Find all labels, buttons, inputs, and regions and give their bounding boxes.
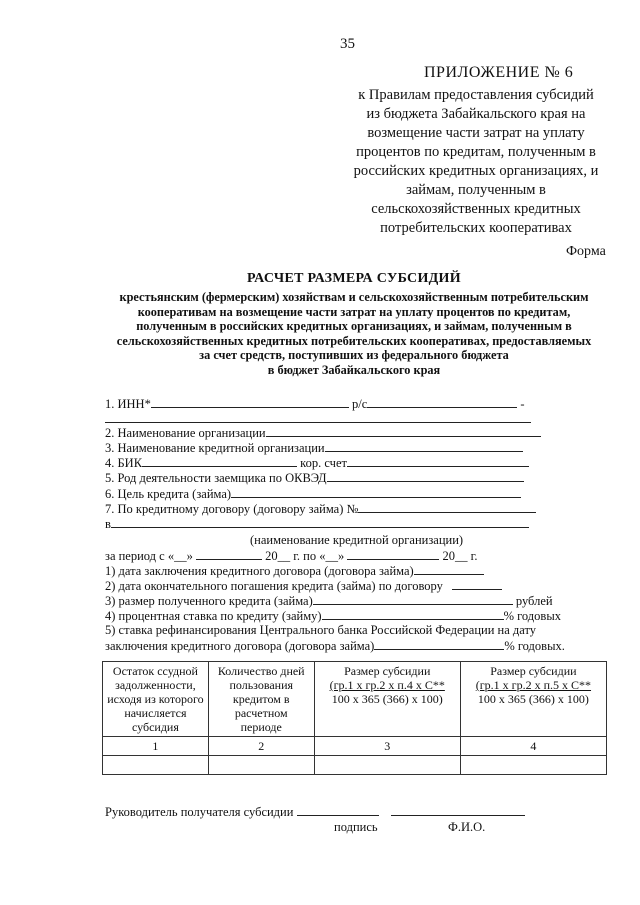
table-cell[interactable] bbox=[460, 756, 606, 775]
header-line: (гр.1 х гр.2 х п.5 х С** bbox=[475, 678, 592, 692]
inn-label: 1. ИНН* bbox=[105, 397, 151, 411]
inn-row: 1. ИНН* р/с - bbox=[105, 397, 525, 411]
fio-caption: Ф.И.О. bbox=[448, 820, 486, 834]
signature-row bbox=[105, 804, 525, 820]
signature-label: Руководитель получателя субсидии bbox=[105, 805, 294, 819]
item1-field[interactable] bbox=[414, 563, 484, 575]
title-line: полученным в российских кредитных организациях, и займам, полученным в bbox=[136, 319, 572, 333]
in-label: в bbox=[105, 517, 111, 531]
kor-label: кор. счет bbox=[300, 456, 347, 470]
agreement-label: 7. По кредитному договору (договору займа) № bbox=[105, 502, 359, 516]
table-cell[interactable] bbox=[103, 756, 209, 775]
header-line: Размер субсидии bbox=[344, 664, 431, 678]
org-name-field[interactable] bbox=[266, 425, 541, 437]
table-number-row bbox=[103, 737, 607, 756]
table-header-row bbox=[103, 662, 607, 737]
appendix-note-line: из бюджета Забайкальского края на bbox=[366, 106, 586, 122]
item3-row bbox=[105, 593, 553, 609]
header-line: исходя из которого bbox=[107, 692, 204, 706]
header-line: задолженности, bbox=[115, 678, 196, 692]
item5-row-a: 5) ставка рефинансирования Центрального банка Российской Федерации на дату bbox=[105, 623, 537, 637]
appendix-note-line: возмещение части затрат на уплату bbox=[367, 125, 585, 141]
item4-label: 4) процентная ставка по кредиту (займу) bbox=[105, 609, 322, 623]
okved-field[interactable] bbox=[327, 470, 524, 482]
appendix-note-line: потребительских кооперативах bbox=[380, 220, 572, 236]
appendix-note-line: сельскохозяйственных кредитных bbox=[371, 201, 581, 217]
header-line: Количество дней bbox=[217, 664, 305, 678]
item1-row bbox=[105, 563, 484, 579]
agreement-row bbox=[105, 501, 536, 517]
signature-field[interactable] bbox=[297, 804, 379, 816]
item5-row-b bbox=[105, 638, 565, 654]
title-line: в бюджет Забайкальского края bbox=[267, 362, 441, 377]
subsidy-table bbox=[102, 661, 607, 775]
item4-row bbox=[105, 608, 561, 624]
bik-field[interactable] bbox=[142, 455, 297, 467]
credit-org-field[interactable] bbox=[325, 440, 523, 452]
item3-label: 3) размер полученного кредита (займа) bbox=[105, 594, 313, 608]
table-header-cell bbox=[208, 662, 314, 737]
header-line: 100 х 365 (366) х 100) bbox=[477, 692, 589, 706]
appendix-note bbox=[345, 86, 607, 238]
period-from-field[interactable] bbox=[196, 548, 262, 560]
item4-unit: % годовых bbox=[503, 609, 561, 623]
column-number: 3 bbox=[314, 737, 460, 756]
credit-org-in-field[interactable] bbox=[111, 516, 529, 528]
inn-field[interactable] bbox=[151, 396, 349, 408]
title-line: сельскохозяйственных кредитных потребительских кооперативах, предоставляемых bbox=[116, 333, 592, 348]
item5-field[interactable] bbox=[374, 638, 504, 650]
kor-field[interactable] bbox=[347, 455, 529, 467]
table-header-cell bbox=[460, 662, 606, 737]
table-row bbox=[103, 756, 607, 775]
sign-caption: подпись bbox=[334, 820, 378, 834]
title-line: за счет средств, поступивших из федерального бюджета bbox=[199, 348, 509, 362]
table-cell[interactable] bbox=[208, 756, 314, 775]
title-line: крестьянским (фермерским) хозяйствам и сельскохозяйственным потребительским bbox=[119, 290, 589, 304]
form-label: Форма bbox=[566, 244, 606, 259]
item5-label: заключения кредитного договора (договора займа) bbox=[105, 639, 375, 653]
table-header-cell bbox=[314, 662, 460, 737]
okved-row bbox=[105, 470, 524, 486]
table-header-cell bbox=[103, 662, 209, 737]
header-line: 100 х 365 (366) х 100) bbox=[331, 692, 443, 706]
item1-label: 1) дата заключения кредитного договора (договора займа) bbox=[105, 564, 414, 578]
rs-label: р/с bbox=[351, 397, 368, 411]
org-name-label: 2. Наименование организации bbox=[105, 426, 266, 440]
agreement-field[interactable] bbox=[358, 501, 536, 513]
item3-unit: рублей bbox=[515, 594, 553, 608]
appendix-note-line: займам, полученным в bbox=[406, 182, 546, 198]
fio-field[interactable] bbox=[391, 804, 525, 816]
period-to-label: 20__ г. по «__» bbox=[265, 549, 345, 563]
column-number: 1 bbox=[103, 737, 209, 756]
appendix-title: ПРИЛОЖЕНИЕ № 6 bbox=[424, 64, 574, 81]
period-end-label: 20__ г. bbox=[442, 549, 478, 563]
okved-label: 5. Род деятельности заемщика по ОКВЭД bbox=[105, 471, 327, 485]
column-number: 2 bbox=[208, 737, 314, 756]
credit-org-row bbox=[105, 440, 523, 456]
item4-field[interactable] bbox=[322, 608, 504, 620]
title-main: РАСЧЕТ РАЗМЕРА СУБСИДИЙ bbox=[247, 271, 461, 286]
period-to-field[interactable] bbox=[347, 548, 439, 560]
header-line: Остаток ссудной bbox=[112, 664, 198, 678]
header-line: начисляется bbox=[124, 706, 187, 720]
purpose-label: 6. Цель кредита (займа) bbox=[105, 487, 232, 501]
purpose-field[interactable] bbox=[231, 486, 521, 498]
purpose-row bbox=[105, 486, 521, 502]
period-from-label: за период с «__» bbox=[105, 549, 193, 563]
item5-unit: % годовых. bbox=[504, 639, 565, 653]
header-line: пользования bbox=[229, 678, 294, 692]
item3-field[interactable] bbox=[313, 593, 513, 605]
credit-org-in-row bbox=[105, 516, 529, 532]
document-title bbox=[100, 271, 608, 377]
header-line: субсидия bbox=[131, 720, 179, 734]
credit-org-caption: (наименование кредитной организации) bbox=[250, 533, 464, 547]
inn-extra-line[interactable] bbox=[105, 422, 531, 423]
appendix-note-line: процентов по кредитам, полученным в bbox=[356, 144, 596, 160]
appendix-note-line: российских кредитных организациях, и bbox=[353, 163, 599, 179]
item2-field[interactable] bbox=[452, 578, 502, 590]
title-line: кооперативам на возмещение части затрат на уплату процентов по кредитам, bbox=[137, 304, 571, 319]
bik-row bbox=[105, 455, 529, 471]
table-cell[interactable] bbox=[314, 756, 460, 775]
header-line: кредитом в bbox=[232, 692, 290, 706]
period-row bbox=[105, 548, 477, 564]
bik-label: 4. БИК bbox=[105, 456, 143, 470]
page-number: 35 bbox=[340, 36, 355, 52]
item2-row bbox=[105, 578, 502, 594]
header-line: расчетном bbox=[234, 706, 288, 720]
item2-label: 2) дата окончательного погашения кредита (займа) по договору bbox=[105, 579, 443, 593]
column-number: 4 bbox=[460, 737, 606, 756]
rs-field[interactable] bbox=[367, 396, 517, 408]
org-name-row bbox=[105, 425, 541, 441]
header-line: (гр.1 х гр.2 х п.4 х С** bbox=[329, 678, 445, 692]
appendix-note-line: к Правилам предоставления субсидий bbox=[358, 87, 594, 103]
header-line: периоде bbox=[240, 720, 282, 734]
credit-org-label: 3. Наименование кредитной организации bbox=[105, 441, 325, 455]
header-line: Размер субсидии bbox=[490, 664, 577, 678]
